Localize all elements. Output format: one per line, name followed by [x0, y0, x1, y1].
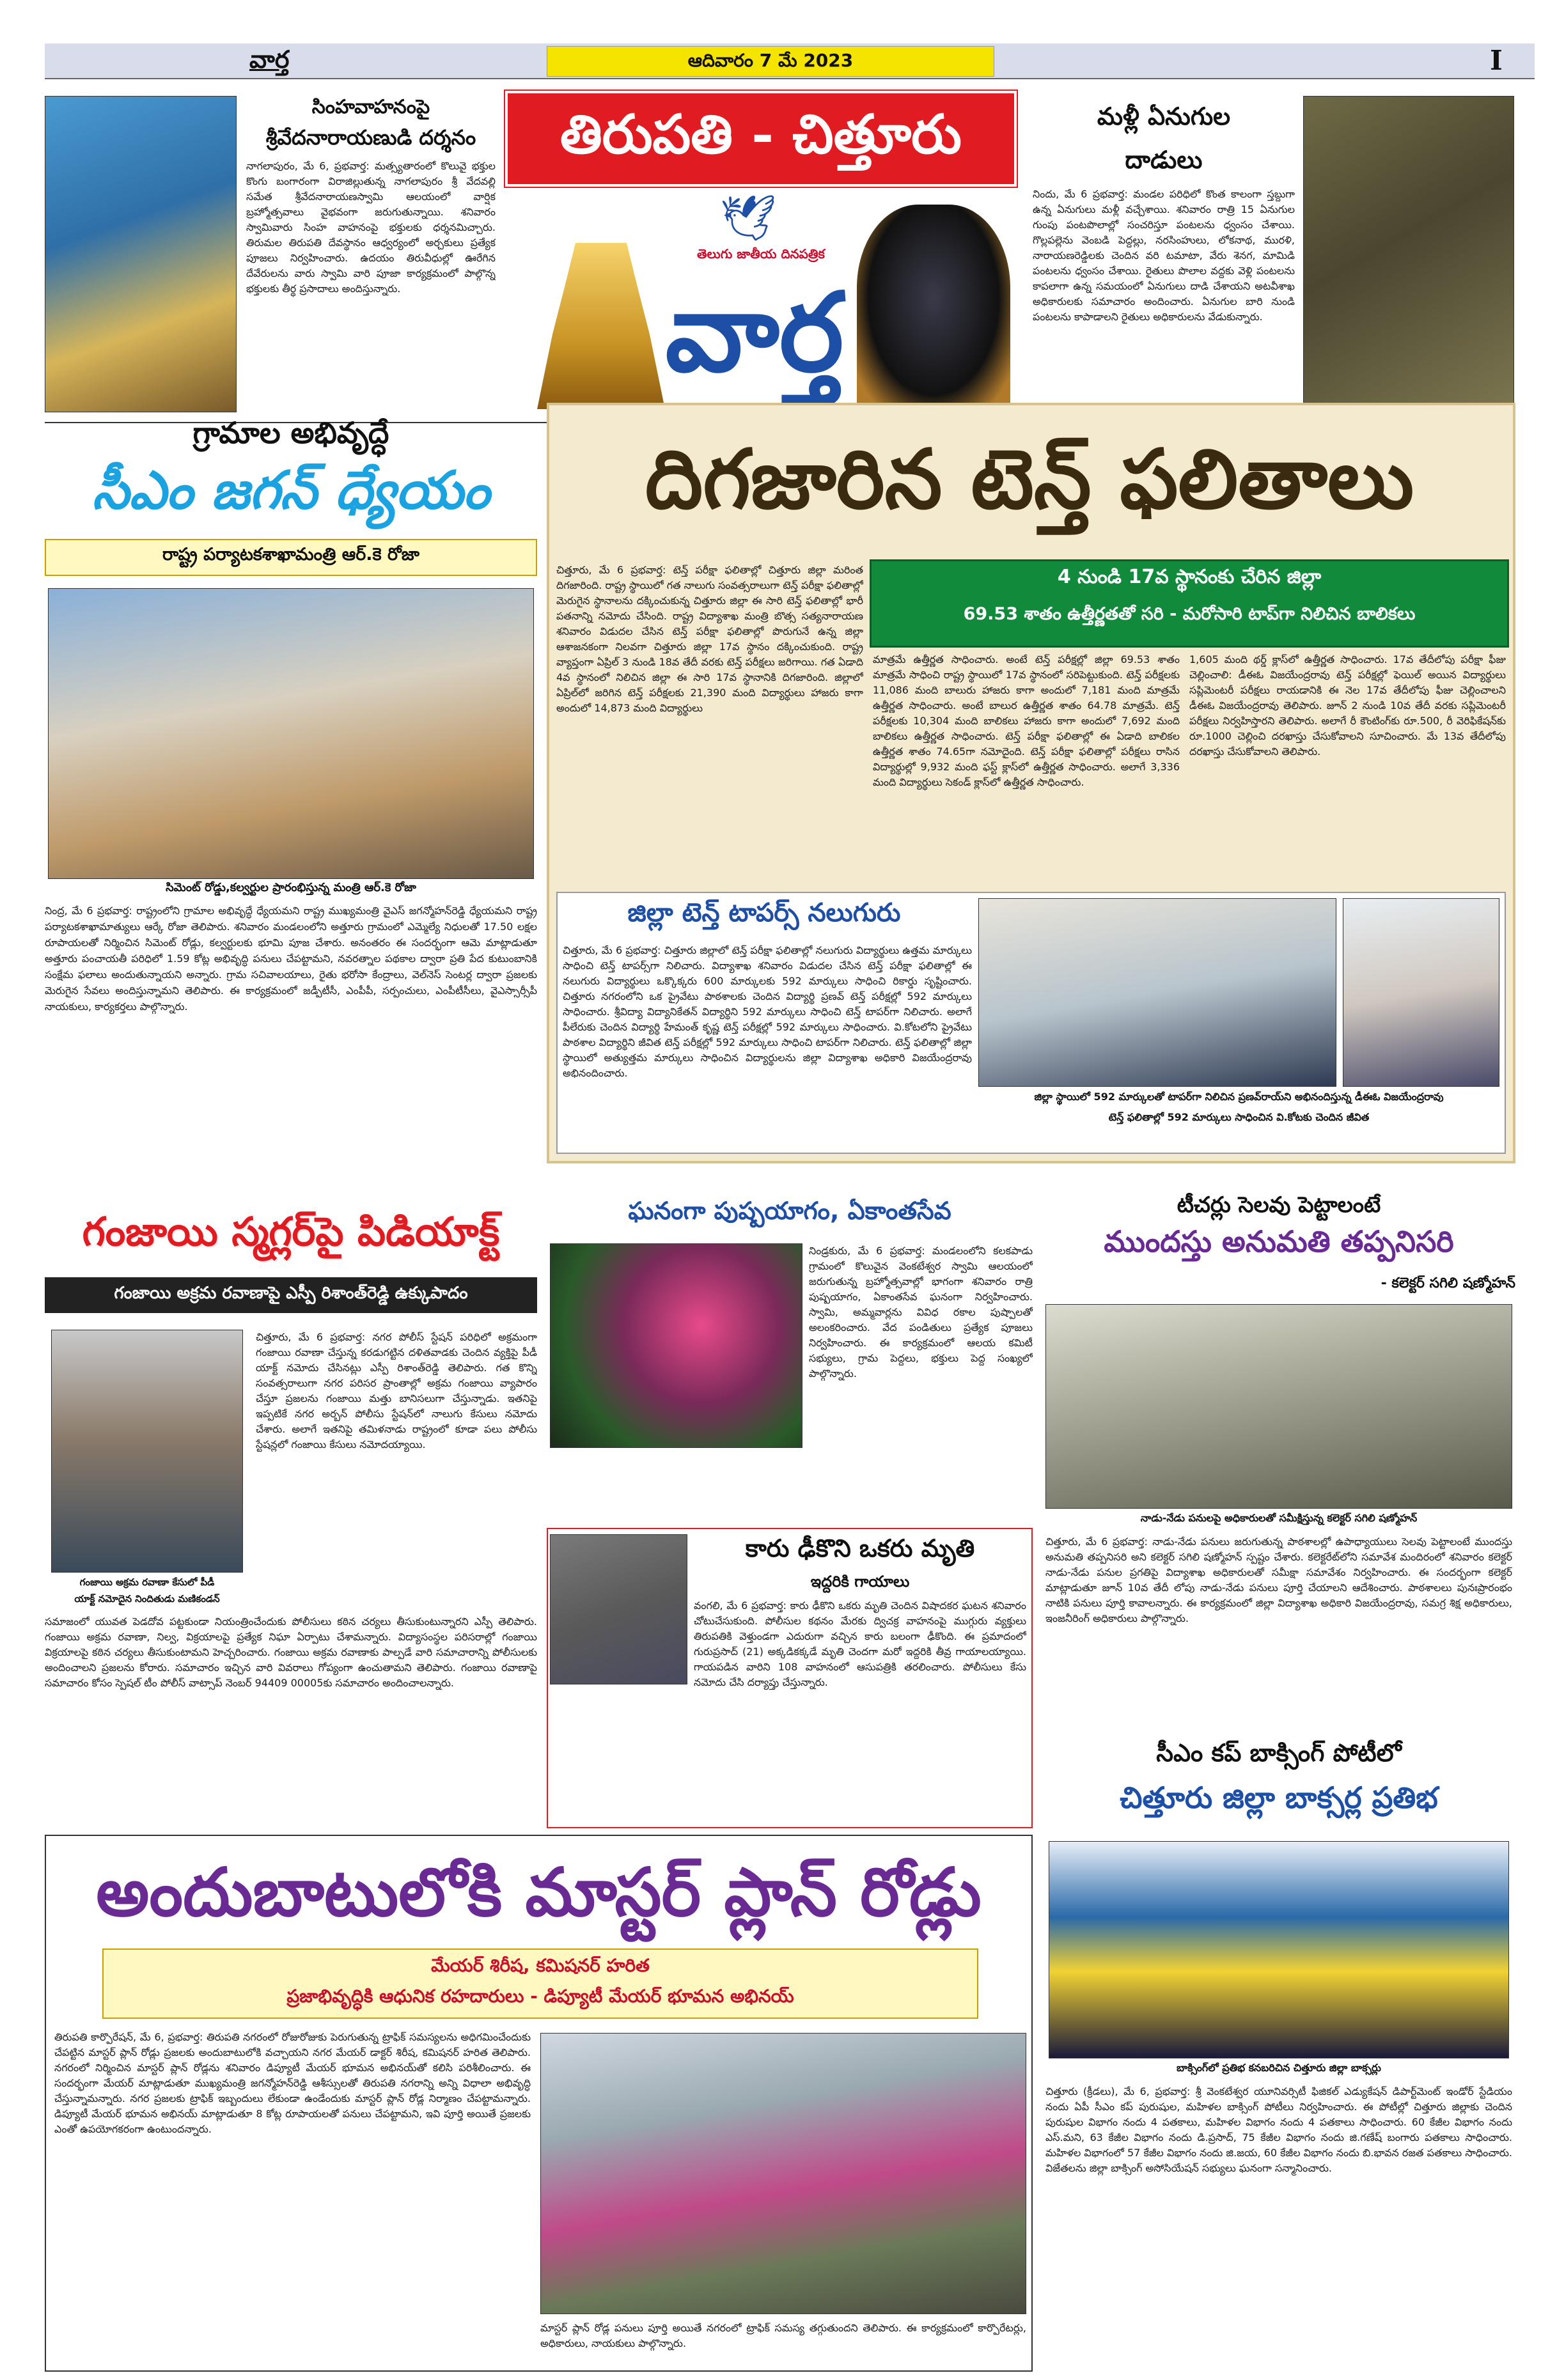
pushpayagam-headline: ఘనంగా పుష్పయాగం, ఏకాంతసేవ [628, 1197, 951, 1225]
masterplan-photo [540, 2033, 1026, 2314]
pushpayagam-body: నిండ్రకురు, మే 6 ప్రభవార్త: మండలంలోని కలకపాడు గ్రామంలో కొలువైన వెంకటేశ్వర స్వామి ఆలయంలో జరుగుతున్న బ్రహ్మోత్సవాల్లో భాగంగా శనివారం రాత్రి పుష్పయాగం, ఏకాంతసేవ ఘనంగా నిర్వహించారు. స్వామి, అమ్మవార్లను వివిధ రకాల పుష్పాలతో అలంకరించారు. వేద పండితులు ప్రత్యేక పూజలు నిర్వహించారు. ఈ కార్యక్రమంలో ఆలయ కమిటీ సభ్యులు, గ్రామ పెద్దలు, భక్తులు పెద్ద సంఖ్యలో పాల్గొన్నారు. [809, 1245, 1033, 1380]
ganja-headline: గంజాయి స్మగ్లర్‌పై పిడియాక్ట్ [82, 1208, 500, 1255]
elephant-damage-photo [1303, 96, 1514, 412]
teachers-kicker: టీచర్లు సెలవు పెట్టాలంటే [1177, 1192, 1381, 1218]
boxing-photo-caption: బాక్సింగ్‌లో ప్రతిభ కనబరిచిన చిత్తూరు జిల్లా బాక్సర్లు [1177, 2062, 1381, 2074]
issue-date: ఆదివారం 7 మే 2023 [687, 50, 854, 71]
ganja-body-bottom: సమాజంలో యువత పెడదోవ పట్టకుండా నియంత్రించేందుకు పోలీసులు కఠిన చర్యలు తీసుకుంటున్నారని ఎస్పీ తెలిపారు. గంజాయి అక్రమ రవాణా, నిల్వ, విక్రయాలపై ప్రత్యేక నిఘా ఏర్పాటు చేశామన్నారు. విద్యాసంస్థల పరిసరాల్లో గంజాయి విక్రయాలపై కఠిన చర్యలు తీసుకుంటామని హెచ్చరించారు. గంజాయి అక్రమ రవాణాకు పాల్పడే వారి సమాచారాన్ని పోలీసులకు అందించాలని ప్రజలను కోరారు. సమాచారం ఇచ్చిన వారి వివరాలు గోప్యంగా ఉంచుతామని తెలిపారు. గంజాయి రవాణాపై సమాచారం కోసం స్పెషల్ టీం పోలీస్ వాట్సాప్ నెంబర్ 94409 00005కు సమాచారం అందించాలన్నారు. [45, 1615, 537, 1689]
teachers-body: చిత్తూరు, మే 6 ప్రభవార్త: నాడు-నేడు పనులు జరుగుతున్న పాఠశాలల్లో ఉపాధ్యాయులు సెలవు పెట్టాలంటే ముందస్తు అనుమతి తప్పనిసరి అని కలెక్టర్ సగిలి షణ్మోహన్ స్పష్టం చేశారు. కలెక్టరేట్‌లోని సమావేశ మందిరంలో శనివారం కలెక్టర్ నాడు-నేడు పనుల ప్రగతిపై విద్యాశాఖ అధికారులతో సమీక్షా సమావేశం నిర్వహించారు. ఈ సందర్భంగా కలెక్టర్ మాట్లాడుతూ జూన్ 10వ తేదీ లోపు నాడు-నేడు పనులు పూర్తి చేయాలని ఆదేశించారు. పాఠశాలలు పునఃప్రారంభం నాటికి పనులు పూర్తి కావాలన్నారు. ఈ కార్యక్రమంలో జిల్లా విద్యాశాఖ అధికారి విజయేంద్రరావు, సమగ్ర శిక్ష అధికారులు, ఇంజనీరింగ్ అధికారులు పాల్గొన్నారు. [1045, 1536, 1512, 1624]
edition-logo: వార్త [665, 268, 844, 396]
boxing-photo [1049, 1841, 1509, 2058]
elephants-headline-1: మళ్లీ ఏనుగుల [1097, 102, 1231, 130]
roja-event-photo [48, 588, 534, 879]
edition-title: తిరుపతి - చిత్తూరు [559, 102, 962, 166]
simhavahanam-photo [45, 96, 237, 412]
masterplan-headline: అందుబాటులోకి మాస్టర్ ప్లాన్ రోడ్లు [96, 1853, 982, 1931]
toppers-caption-1: జిల్లా స్థాయిలో 592 మార్కులతో టాపర్‌గా నిలిచిన ప్రణవ్‌రాయ్‌ని అభినందిస్తున్న డీఈఓ విజయేంద్రరావు [1034, 1091, 1444, 1103]
tenth-body-col2: మాత్రమే ఉత్తీర్ణత సాధించారు. అంటే టెన్త్ పరీక్షల్లో జిల్లా 69.53 శాతం మాత్రమే సాధించి రాష్ట్ర స్థాయిలో 17వ స్థానంలో సరిపెట్టుకుంది. టెన్త్ పరీక్షలకు 11,086 మంది బాలురు హాజరు కాగా అందులో 7,181 మంది మాత్రమే ఉత్తీర్ణత సాధించారు. అంటే బాలుర ఉత్తీర్ణత శాతం 64.78 మాత్రమే. టెన్త్ పరీక్షలకు 10,304 మంది బాలికలు హాజరు కాగా అందులో 7,692 మంది బాలికలు ఉత్తీర్ణత సాధించారు. టెన్త్ పరీక్షా ఫలితాల్లో ఈ ఏడాది బాలికల ఉత్తీర్ణత శాతం 74.65గా నమోదైంది. టెన్త్ పరీక్షా ఫలితాల్లో పరీక్షలు రాసిన విద్యార్థుల్లో 9,932 మంది ఫస్ట్ క్లాస్‌లో ఉత్తీర్ణత సాధించారు. అలాగే 3,336 మంది విద్యార్థులు సెకండ్ క్లాస్‌లో ఉత్తీర్ణత సాధించారు. [873, 653, 1180, 788]
accident-subhead: ఇద్దరికి గాయాలు [810, 1573, 910, 1591]
tenth-banner-line2: 69.53 శాతం ఉత్తీర్ణతతో సరి - మరోసారి టాప్‌గా నిలిచిన బాలికలు [963, 604, 1416, 624]
ganja-photo-caption-2: యాక్ట్ నమోదైన నిందితుడు మణికండన్ [74, 1593, 220, 1605]
accident-body: వంగలి, మే 6 ప్రభవార్త: కారు ఢీకొని ఒకరు మృతి చెందిన విషాదకర ఘటన శనివారం చోటుచేసుకుంది. పోలీసుల కథనం మేరకు ద్విచక్ర వాహనంపై ముగ్గురు వ్యక్తులు తిరుపతికి వెళ్తుండగా ఎదురుగా వచ్చిన కారు బలంగా ఢీకొంది. ఈ ప్రమాదంలో గురుప్రసాద్ (21) అక్కడికక్కడే మృతి చెందగా మరో ఇద్దరికి తీవ్ర గాయాలయ్యాయి. గాయపడిన వారిని 108 వాహనంలో ఆసుపత్రికి తరలించారు. పోలీసులు కేసు నమోదు చేసి దర్యాప్తు చేస్తున్నారు. [694, 1599, 1026, 1688]
boxing-kicker: సీఎం కప్ బాక్సింగ్ పోటీలో [1156, 1739, 1402, 1767]
roja-photo-caption: సిమెంట్ రోడ్డు,కల్వర్టుల ప్రారంభిస్తున్న మంత్రి ఆర్.కె రోజా [166, 881, 416, 894]
teachers-photo-caption: నాడు-నేడు పనులపై అధికారులతో సమీక్షిస్తున్న కలెక్టర్ సగిలి షణ్మోహన్ [1140, 1512, 1418, 1524]
boxing-body: చిత్తూరు (క్రీడలు), మే 6, ప్రభవార్త: శ్రీ వెంకటేశ్వర యూనివర్సిటీ ఫిజికల్ ఎడ్యుకేషన్ డిపార్ట్‌మెంట్ ఇండోర్ స్టేడియం నందు ఏపీ సీఎం కప్ పురుషుల, మహిళల బాక్సింగ్ పోటీలు నిర్వహించారు. ఈ పోటీల్లో చిత్తూరు జిల్లాకు చెందిన పురుషుల విభాగం నందు 4 పతకాలు, మహిళల విభాగం నందు 4 పతకాలు సాధించారు. 60 కేజీల విభాగం నందు ఎస్.మని, 63 కేజీల విభాగం నందు డి.ప్రసాద్, 75 కేజీల విభాగం నందు జి.గణేష్ బంగారు పతకాలు సాధించారు. మహిళల విభాగంలో 57 కేజీల విభాగం నందు జి.జయ, 60 కేజీల విభాగం నందు బి.భావన రజత పతకాలు సాధించారు. విజేతలను జిల్లా బాక్సింగ్ అసోసియేషన్ సభ్యులు ఘనంగా సన్మానించారు. [1045, 2085, 1512, 2174]
masterplan-body-bottom: మాస్టర్ ప్లాన్ రోడ్ల పనులు పూర్తి అయితే నగరంలో ట్రాఫిక్ సమస్య తగ్గుతుందని తెలిపారు. ఈ కార్యక్రమంలో కార్పొరేటర్లు, అధికారులు, నాయకులు పాల్గొన్నారు. [540, 2322, 1026, 2349]
dove-icon: 🕊 [719, 192, 777, 244]
boxing-headline: చిత్తూరు జిల్లా బాక్సర్ల ప్రతిభ [1120, 1780, 1438, 1815]
masterplan-subhead-1: మేయర్ శిరీష, కమిషనర్ హరిత [431, 1955, 650, 1976]
simhavahanam-headline-2: శ్రీవేదనారాయణుడి దర్శనం [265, 125, 476, 150]
toppers-photo-1 [978, 898, 1336, 1087]
pushpayagam-photo [550, 1243, 802, 1448]
toppers-photo-2 [1343, 898, 1499, 1087]
masterplan-body: తిరుపతి కార్పొరేషన్, మే 6, ప్రభవార్త: తిరుపతి నగరంలో రోజురోజుకు పెరుగుతున్న ట్రాఫిక్ సమస్యలను అధిగమించేందుకు చేపట్టిన మాస్టర్ ప్లాన్ రోడ్లు ప్రజలకు అందుబాటులోకి వచ్చాయని నగర మేయర్ డాక్టర్ శిరీష, కమిషనర్ హరిత తెలిపారు. నగరంలో నిర్మించిన మాస్టర్ ప్లాన్ రోడ్లను శనివారం డిప్యూటీ మేయర్ భూమన అభినయ్‌తో కలిసి పరిశీలించారు. ఈ సందర్భంగా మేయర్ మాట్లాడుతూ ముఖ్యమంత్రి జగన్మోహన్‌రెడ్డి ఆశీస్సులతో తిరుపతి నగరాన్ని అన్ని విధాలా అభివృద్ధి చేస్తున్నామన్నారు. నగర ప్రజలకు ట్రాఫిక్ ఇబ్బందులు లేకుండా ఉండేందుకు మాస్టర్ ప్లాన్ రోడ్ల నిర్మాణం చేపట్టామన్నారు. డిప్యూటీ మేయర్ భూమన అభినయ్ మాట్లాడుతూ 8 కోట్ల రూపాయలతో పనులు చేపట్టామని, ఇవి పూర్తి అయితే ప్రజలకు ఎంతో ఉపయోగకరంగా ఉంటుందన్నారు. [54, 2031, 531, 2135]
page-number: I [1490, 45, 1503, 76]
masterplan-subhead-2: ప్రజాభివృద్ధికి ఆధునిక రహదారులు - డిప్యూటీ మేయర్ భూమన అభినయ్ [286, 1986, 794, 2007]
accident-headline: కారు ఢీకొని ఒకరు మృతి [745, 1534, 975, 1562]
simhavahanam-headline-1: సింహవాహనంపై [311, 96, 430, 118]
accused-photo [51, 1330, 243, 1573]
tenth-body-col3: 1,605 మంది థర్డ్ క్లాస్‌లో ఉత్తీర్ణత సాధించారు. 17వ తేదీలోపు పరీక్షా ఫీజు చెల్లించాలి: డీఈఓ విజయేంద్రరావు టెన్త్ పరీక్షల్లో ఫెయిల్ అయిన విద్యార్థులు సప్లిమెంటరీ పరీక్షలు రాయడానికి ఈ నెల 17వ తేదీలోపు ఫీజు చెల్లించాలని డీఈఓ విజయేంద్రరావు తెలిపారు. జూన్ 2 నుండి 10వ తేదీ వరకు సప్లిమెంటరీ పరీక్షలు నిర్వహిస్తారని తెలిపారు. అలాగే రీ కౌంటింగ్‌కు రూ.500, రీ వెరిఫికేషన్‌కు రూ.1000 చెల్లించి దరఖాస్తు చేసుకోవాలని సూచించారు. మే 13వ తేదీలోపు దరఖాస్తు చేసుకోవాలని తెలిపారు. [1189, 653, 1506, 758]
elephants-body: నిందు, మే 6 ప్రభవార్త: మండల పరిధిలో కొంత కాలంగా స్తబ్దుగా ఉన్న ఏనుగులు మళ్లీ వచ్చేశాయి. శనివారం రాత్రి 15 ఏనుగుల గుంపు పంటపొలాల్లో సంచరిస్తూ పంటలను ధ్వంసం చేశాయి. గొల్లపల్లెను వెంబడి పెద్దల్లు, నరసింహులు, లోకనాథ, మురళి, నారాయణరెడ్డిలకు చెందిన వరి టమాటా, వేరు శెనగ, మామిడి పంటలను ధ్వంసం చేశాయి. రైతులు పొలాల వద్దకు వెళ్లి పంటలను కాపలాగా ఉన్న సమయంలో ఏనుగులు దాడి చేశాయని అటవీశాఖ అధికారులకు సమాచారం అందించారు. ఏనుగుల బారి నుండి పంటలను కాపాడాలని రైతులు అధికారులను వేడుకున్నారు. [1033, 188, 1295, 323]
deity-image [857, 205, 1010, 412]
ganja-body-side: చిత్తూరు, మే 6 ప్రభవార్త: నగర పోలీస్ స్టేషన్ పరిధిలో అక్రమంగా గంజాయి రవాణా చేస్తున్న కరడుగట్టిన దళితవాడకు చెందిన వ్యక్తిపై పీడీ యాక్ట్ నమోదు చేసినట్లు ఎస్పీ రిశాంత్‌రెడ్డి తెలిపారు. గత కొన్ని సంవత్సరాలుగా నగర పరిసర ప్రాంతాల్లో అక్రమ గంజాయి వ్యాపారం చేస్తూ ప్రజలను గంజాయి మత్తు బానిసలుగా చేస్తున్నాడు. ఇతనిపై ఇప్పటికే నగర అర్బన్ పోలీసు స్టేషన్‌లో నాలుగు కేసులు నమోదు చేశారు. అలాగే ఇతనిపై తమిళనాడు రాష్ట్రంలో కూడా పలు పోలీసు స్టేషన్లలో గంజాయి కేసులు నమోదయ్యాయి. [256, 1331, 537, 1451]
tenth-banner-line1: 4 నుండి 17వ స్థానంకు చేరిన జిల్లా [1057, 566, 1322, 588]
accident-photo [550, 1534, 687, 1684]
roja-kicker: గ్రామాల అభివృద్ధే [192, 416, 389, 450]
edition-tagline: తెలుగు జాతీయ దినపత్రిక [697, 246, 825, 261]
ganja-subhead: గంజాయి అక్రమ రవాణాపై ఎస్పీ రిశాంత్‌రెడ్డి ఉక్కుపాదం [114, 1284, 468, 1303]
elephants-headline-2: దాడులు [1125, 146, 1203, 174]
tenth-body-col1: చిత్తూరు, మే 6 ప్రభవార్త: టెన్త్ పరీక్షా ఫలితాల్లో చిత్తూరు జిల్లా మరింత దిగజారింది. రాష్ట్ర స్థాయిలో గత నాలుగు సంవత్సరాలుగా టెన్త్ పరీక్షా ఫలితాల్లో మెరుగైన స్థానాలను దక్కించుకున్న చిత్తూరు జిల్లా ఈ సారి టెన్త్ ఫలితాల్లో భారీ పతనాన్ని నమోదు చేసింది. రాష్ట్ర విద్యాశాఖ మంత్రి బొత్స సత్యనారాయణ శనివారం విడుదల చేసిన టెన్త్ పరీక్షా ఫలితాల్లో పొరుగునే ఉన్న జిల్లా ఆశాజనకంగా నిలవగా చిత్తూరు జిల్లా 17వ స్థానం దక్కించుకుంది. రాష్ట్ర వ్యాప్తంగా ఏప్రిల్ 3 నుండి 18వ తేదీ వరకు టెన్త్ పరీక్షలు జరిగాయి. గత ఏడాది 4వ స్థానంలో నిలిచిన జిల్లా ఈ సారి 17వ స్థానానికి దిగజారింది. జిల్లాలో ఏప్రిల్‌లో జరిగిన టెన్త్ పరీక్షలకు 21,390 మంది విద్యార్థులు హాజరు కాగా అందులో 14,873 మంది విద్యార్థులు [556, 564, 863, 714]
toppers-caption-2: టెన్త్ ఫలితాల్లో 592 మార్కులు సాధించిన వి.కోటకు చెందిన జీవిత [1108, 1111, 1370, 1123]
masthead-small: వార్త [249, 45, 290, 74]
toppers-headline: జిల్లా టెన్త్ టాపర్స్ నలుగురు [627, 898, 901, 928]
tenth-headline: దిగజారిన టెన్త్ ఫలితాలు [645, 432, 1414, 527]
roja-body: నింద్ర, మే 6 ప్రభవార్త: రాష్ట్రంలోని గ్రామాల అభివృద్ధే ధ్యేయమని రాష్ట్ర ముఖ్యమంత్రి వైఎస్ జగన్మోహన్‌రెడ్డి ధ్యేయమని రాష్ట్ర పర్యాటకశాఖామాత్యులు ఆర్కే రోజా తెలిపారు. శనివారం మండలంలోని అత్తూరు గ్రామంలో ఎమ్మెల్యే నిధులతో 17.50 లక్షల రూపాయలతో నిర్మించిన సిమెంట్ రోడ్లు, కల్వర్టులకు భూమి పూజ చేశారు. అనంతరం ఈ సందర్భంగా ఆమె మాట్లాడుతూ అత్తూరు పంచాయతీ పరిధిలో 1.59 కోట్ల అభివృద్ధి పనులు చేపట్టామని, నవరత్నాల పథకాల ద్వారా ప్రతి పేద కుటుంబానికి సంక్షేమ ఫలాలు అందుతున్నాయని అన్నారు. గ్రామ సచివాలయాలు, రైతు భరోసా కేంద్రాలు, వెల్‌నెస్ సెంటర్ల ద్వారా ప్రజలకు మెరుగైన సేవలు అందిస్తున్నామని తెలిపారు. ఈ కార్యక్రమంలో జడ్పీటీసీ, ఎంపీపీ, సర్పంచులు, ఎంపీటీసీలు, వైఎస్సార్సీపీ నాయకులు, కార్యకర్తలు పాల్గొన్నారు. [45, 905, 537, 1013]
temple-gopuram-image [537, 243, 665, 409]
teachers-byline: - కలెక్టర్ సగిలి షణ్మోహన్ [1381, 1275, 1515, 1291]
toppers-body: చిత్తూరు, మే 6 ప్రభవార్త: చిత్తూరు జిల్లాలో టెన్త్ పరీక్షా ఫలితాల్లో నలుగురు విద్యార్థులు ఉత్తమ మార్కులు సాధించి టెన్త్ టాపర్స్‌గా నిలిచారు. విద్యాశాఖ శనివారం విడుదల చేసిన టెన్త్ పరీక్షా ఫలితాల్లో ఈ నలుగురు విద్యార్థులు ఒక్కొక్కరు 600 మార్కులకు 592 మార్కులు సాధించి రికార్డు సృష్టించారు. చిత్తూరు నగరంలోని ఒక ప్రైవేటు పాఠశాలకు చెందిన విద్యార్థి ప్రణవ్ టెన్త్ పరీక్షల్లో 592 మార్కులు సాధించారు. శ్రీవిద్యా విద్యానికేతన్ విద్యార్థిని 592 మార్కులు సాధించి టెన్త్ టాపర్‌గా నిలిచారు. అలాగే పీలేరుకు చెందిన విద్యార్థి హేమంత్ కృష్ణ టెన్త్ పరీక్షల్లో 592 మార్కులు సాధించారు. వి.కోటలోని ప్రైవేటు పాఠశాల విద్యార్థిని జీవిత టెన్త్ పరీక్షల్లో 592 మార్కులు సాధించి టాపర్‌గా నిలిచారు. టెన్త్ ఫలితాల్లో జిల్లా స్థాయిలో అత్యుత్తమ మార్కులు సాధించిన విద్యార్థులను జిల్లా విద్యాశాఖ అధికారి విజయేంద్రరావు అభినందించారు. [563, 944, 972, 1079]
teachers-headline: ముందస్తు అనుమతి తప్పనిసరి [1104, 1224, 1454, 1259]
roja-headline: సీఎం జగన్ ధ్యేయం [92, 460, 490, 521]
ganja-photo-caption-1: గంజాయి అక్రమ రవాణా కేసులో పీడీ [79, 1576, 215, 1588]
simhavahanam-body: నాగలాపురం, మే 6, ప్రభవార్త: మత్స్యతారంలో కొలువై భక్తుల కొంగు బంగారంగా విరాజిల్లుతున్న నాగలాపురం శ్రీ వేదవల్లి సమేత శ్రీవేదనారాయణస్వామి ఆలయంలో వార్షిక బ్రహ్మోత్సవాలు వైభవంగా జరుగుతున్నాయి. శనివారం స్వామివారు సింహ వాహనంపై భక్తులకు ధర్శనమిచ్చారు. తిరుమల తిరుపతి దేవస్థానం ఆధ్వర్యంలో అర్చకులు ప్రత్యేక పూజలు నిర్వహించారు. ఉదయం తిరువీధుల్లో ఊరేగిన దేవేరులను వారు స్వామి వారి పూజా కార్యక్రమంలో పాల్గొన్న భక్తులకు తీర్థ ప్రసాదాలు అందిస్తున్నారు. [246, 160, 496, 295]
roja-subhead: రాష్ట్ర పర్యాటకశాఖామంత్రి ఆర్.కె రోజా [162, 545, 419, 564]
teachers-meeting-photo [1045, 1304, 1512, 1509]
